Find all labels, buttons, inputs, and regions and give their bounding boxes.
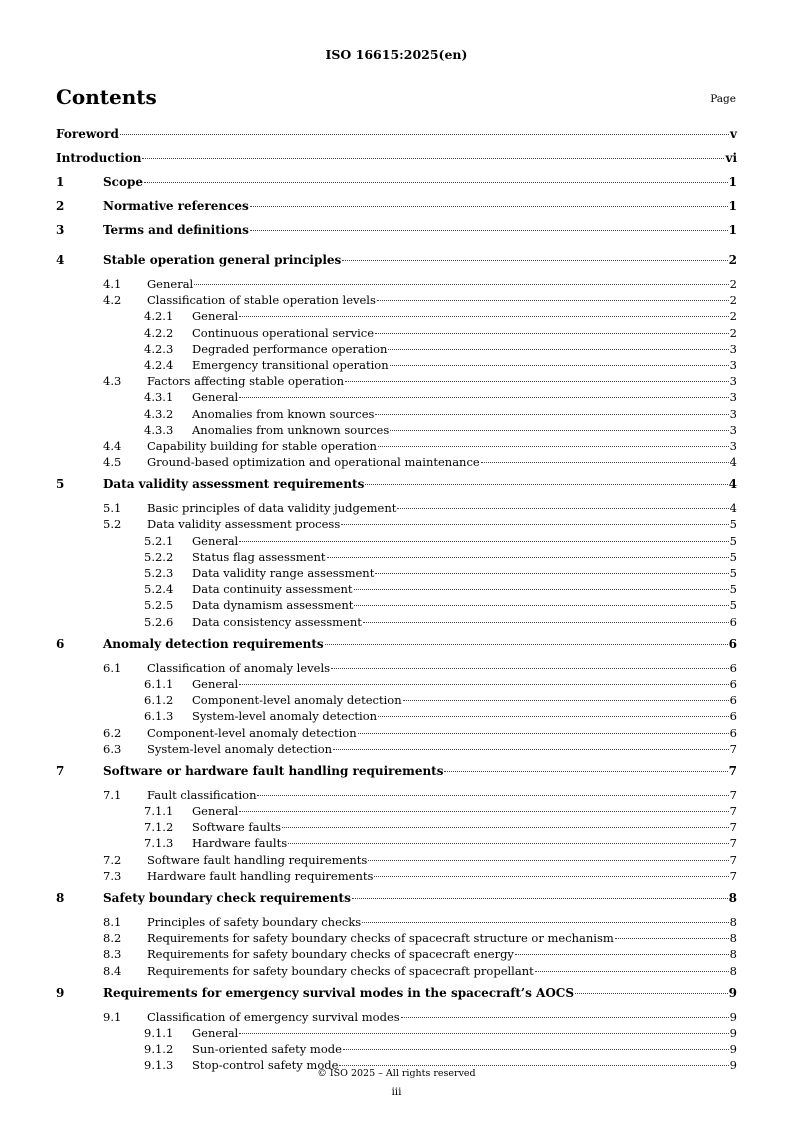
toc-entry[interactable] bbox=[56, 309, 737, 325]
toc-entry-number: 9.1.2 bbox=[144, 1042, 174, 1057]
toc-entry[interactable] bbox=[56, 742, 737, 758]
toc-dot-leader bbox=[375, 333, 729, 334]
toc-dot-leader bbox=[325, 644, 728, 645]
toc-dot-leader bbox=[144, 182, 728, 183]
toc-entry-title: Terms and definitions bbox=[103, 223, 249, 237]
toc-entry-title: Data validity assessment requirements bbox=[103, 477, 365, 492]
toc-entry[interactable] bbox=[56, 804, 737, 820]
toc-dot-leader bbox=[375, 414, 728, 415]
toc-entry-page: vi bbox=[725, 151, 737, 165]
toc-entry-page: 3 bbox=[729, 374, 737, 389]
toc-entry-page: 7 bbox=[729, 787, 737, 802]
toc-dot-leader bbox=[358, 733, 729, 734]
toc-dot-leader bbox=[401, 1017, 729, 1018]
toc-entry-number: 6.1.2 bbox=[144, 693, 174, 708]
toc-dot-leader bbox=[390, 365, 729, 366]
toc-entry-title: Classification of anomaly levels bbox=[147, 660, 331, 675]
toc-entry-number: 4.5 bbox=[103, 455, 122, 470]
toc-entry-title: Principles of safety boundary checks bbox=[147, 915, 362, 929]
toc-entry-title: Emergency transitional operation bbox=[192, 357, 389, 372]
toc-dot-leader bbox=[239, 1033, 728, 1034]
toc-entry-page: v bbox=[730, 127, 737, 141]
toc-entry[interactable] bbox=[56, 151, 737, 175]
toc-dot-leader bbox=[239, 316, 728, 317]
toc-entry[interactable] bbox=[56, 501, 737, 517]
toc-dot-leader bbox=[239, 541, 728, 542]
toc-dot-leader bbox=[362, 922, 728, 923]
toc-dot-leader bbox=[352, 898, 728, 899]
toc-dot-leader bbox=[239, 684, 728, 685]
toc-entry-number: 7.2 bbox=[103, 852, 122, 867]
toc-entry-number: 7.1 bbox=[103, 787, 122, 802]
toc-entry-number: 8.2 bbox=[103, 931, 122, 946]
toc-entry-title: Safety boundary check requirements bbox=[103, 891, 351, 905]
toc-entry-title: Classification of stable operation levels bbox=[147, 293, 376, 308]
toc-entry-title: System-level anomaly detection bbox=[147, 741, 333, 756]
toc-entry-page: 7 bbox=[729, 836, 737, 851]
toc-entry-number: 2 bbox=[56, 199, 65, 213]
toc-entry[interactable] bbox=[56, 986, 737, 1010]
toc-entry-page: 9 bbox=[729, 1025, 737, 1040]
table-of-contents bbox=[56, 127, 737, 1075]
toc-entry-page: 3 bbox=[729, 357, 737, 372]
toc-entry[interactable] bbox=[56, 223, 737, 247]
toc-entry-page: 2 bbox=[729, 293, 737, 308]
toc-entry-number: 1 bbox=[56, 175, 65, 189]
toc-entry-page: 7 bbox=[729, 852, 737, 867]
toc-entry-page: 8 bbox=[729, 931, 737, 946]
toc-entry[interactable] bbox=[56, 582, 737, 598]
toc-entry[interactable] bbox=[56, 661, 737, 677]
toc-entry[interactable] bbox=[56, 820, 737, 836]
toc-entry-title: Scope bbox=[103, 175, 144, 189]
toc-entry[interactable] bbox=[56, 293, 737, 309]
toc-dot-leader bbox=[388, 349, 728, 350]
toc-dot-leader bbox=[342, 260, 727, 261]
toc-entry-title: Component-level anomaly detection bbox=[147, 725, 357, 740]
toc-dot-leader bbox=[345, 381, 729, 382]
toc-entry-title: Factors affecting stable operation bbox=[147, 374, 345, 389]
toc-entry-page: 8 bbox=[728, 891, 737, 905]
toc-entry-number: 5.2.5 bbox=[144, 598, 174, 613]
contents-title: Contents bbox=[56, 85, 157, 109]
toc-entry[interactable] bbox=[56, 517, 737, 533]
toc-entry[interactable] bbox=[56, 423, 737, 439]
toc-entry-title: General bbox=[192, 533, 239, 548]
footer-copyright: © ISO 2025 – All rights reserved bbox=[317, 1068, 476, 1079]
toc-dot-leader bbox=[194, 284, 728, 285]
toc-entry-page: 3 bbox=[729, 341, 737, 356]
toc-dot-leader bbox=[368, 860, 728, 861]
toc-entry-title: Hardware fault handling requirements bbox=[147, 868, 374, 883]
toc-entry-title: Anomalies from unknown sources bbox=[192, 422, 390, 437]
toc-entry-title: Status flag assessment bbox=[192, 549, 326, 564]
toc-dot-leader bbox=[120, 134, 729, 135]
toc-entry-title: General bbox=[192, 309, 239, 324]
toc-dot-leader bbox=[481, 462, 729, 463]
toc-dot-leader bbox=[615, 938, 729, 939]
toc-entry-number: 4.2.4 bbox=[144, 357, 174, 372]
toc-entry-title: Capability building for stable operation bbox=[147, 438, 377, 453]
toc-entry[interactable] bbox=[56, 891, 737, 915]
toc-dot-leader bbox=[374, 876, 728, 877]
toc-dot-leader bbox=[327, 557, 729, 558]
toc-entry-title: Requirements for safety boundary checks of spacecraft structure or mechanism bbox=[147, 931, 614, 946]
toc-dot-leader bbox=[378, 716, 729, 717]
toc-entry-page: 8 bbox=[729, 947, 737, 962]
toc-entry-title: Software fault handling requirements bbox=[147, 852, 368, 867]
toc-dot-leader bbox=[535, 971, 729, 972]
toc-entry-title: Data validity range assessment bbox=[192, 566, 375, 580]
toc-entry[interactable] bbox=[56, 947, 737, 963]
toc-entry[interactable] bbox=[56, 836, 737, 852]
toc-entry-number: 9.1 bbox=[103, 1009, 122, 1024]
toc-entry[interactable] bbox=[56, 1010, 737, 1026]
toc-entry-page: 9 bbox=[729, 1009, 737, 1024]
toc-entry[interactable] bbox=[56, 358, 737, 374]
toc-entry-number: 8 bbox=[56, 891, 65, 905]
toc-entry-title: Anomaly detection requirements bbox=[103, 636, 324, 651]
toc-entry-number: 4 bbox=[56, 253, 65, 267]
toc-dot-leader bbox=[363, 622, 729, 623]
toc-entry-title: Software faults bbox=[192, 820, 282, 835]
toc-entry-number: 4.3.1 bbox=[144, 390, 174, 405]
toc-entry-page: 5 bbox=[729, 582, 737, 597]
toc-entry[interactable] bbox=[56, 534, 737, 550]
toc-entry-title: Basic principles of data validity judgement bbox=[147, 501, 397, 516]
toc-dot-leader bbox=[354, 589, 729, 590]
toc-entry-page: 3 bbox=[729, 422, 737, 437]
toc-entry[interactable] bbox=[56, 199, 737, 223]
toc-entry-page: 1 bbox=[728, 223, 737, 237]
toc-entry-title: Data consistency assessment bbox=[192, 614, 362, 629]
toc-entry-page: 1 bbox=[728, 199, 737, 213]
toc-entry-page: 6 bbox=[729, 660, 737, 675]
toc-entry[interactable] bbox=[56, 277, 737, 293]
toc-entry-number: 7 bbox=[56, 763, 65, 778]
toc-entry-page: 2 bbox=[729, 325, 737, 340]
toc-dot-leader bbox=[333, 749, 729, 750]
toc-entry-title: Hardware faults bbox=[192, 836, 288, 851]
toc-entry[interactable] bbox=[56, 853, 737, 869]
toc-entry-title: Sun-oriented safety mode bbox=[192, 1042, 342, 1057]
toc-entry-title: Software or hardware fault handling requirements bbox=[103, 763, 444, 778]
toc-entry-page: 9 bbox=[729, 1042, 737, 1057]
toc-entry-page: 6 bbox=[729, 614, 737, 629]
toc-entry-number: 6 bbox=[56, 636, 65, 651]
toc-entry-page: 3 bbox=[729, 390, 737, 405]
toc-entry-page: 6 bbox=[729, 725, 737, 740]
toc-entry[interactable] bbox=[56, 693, 737, 709]
toc-entry-page: 2 bbox=[729, 277, 737, 291]
toc-entry-title: Ground-based optimization and operational maintenance bbox=[147, 455, 480, 470]
toc-dot-leader bbox=[250, 230, 728, 231]
toc-entry[interactable] bbox=[56, 326, 737, 342]
toc-entry-number: 8.3 bbox=[103, 947, 122, 962]
toc-entry-page: 7 bbox=[728, 763, 737, 778]
toc-entry-page: 6 bbox=[729, 676, 737, 691]
toc-entry-number: 8.4 bbox=[103, 963, 122, 978]
toc-entry-title: Normative references bbox=[103, 199, 249, 213]
toc-entry-page: 3 bbox=[729, 406, 737, 421]
toc-entry[interactable] bbox=[56, 709, 737, 725]
toc-entry-number: 5.1 bbox=[103, 501, 122, 516]
toc-entry-title: General bbox=[192, 804, 239, 819]
toc-dot-leader bbox=[239, 811, 728, 812]
toc-dot-leader bbox=[390, 430, 728, 431]
toc-entry[interactable] bbox=[56, 764, 737, 788]
toc-entry-page: 8 bbox=[729, 963, 737, 978]
toc-entry-number: 6.2 bbox=[103, 725, 122, 740]
toc-entry-page: 5 bbox=[729, 566, 737, 580]
toc-entry[interactable] bbox=[56, 915, 737, 931]
toc-dot-leader bbox=[444, 771, 727, 772]
toc-entry[interactable] bbox=[56, 598, 737, 614]
toc-dot-leader bbox=[343, 1049, 729, 1050]
toc-entry-number: 6.3 bbox=[103, 741, 122, 756]
toc-dot-leader bbox=[515, 954, 729, 955]
toc-entry[interactable] bbox=[56, 407, 737, 423]
toc-entry[interactable] bbox=[56, 931, 737, 947]
toc-entry-title: Data continuity assessment bbox=[192, 582, 353, 597]
toc-entry-page: 6 bbox=[729, 709, 737, 724]
toc-entry-title: Introduction bbox=[56, 151, 142, 165]
toc-dot-leader bbox=[331, 668, 729, 669]
toc-entry-number: 9.1.1 bbox=[144, 1025, 174, 1040]
toc-dot-leader bbox=[239, 397, 728, 398]
toc-entry-number: 3 bbox=[56, 223, 65, 237]
toc-entry-title: Stop-control safety mode bbox=[192, 1058, 339, 1073]
toc-entry-page: 6 bbox=[728, 636, 737, 651]
toc-entry-title: System-level anomaly detection bbox=[192, 709, 378, 724]
toc-entry-title: Continuous operational service bbox=[192, 325, 375, 340]
toc-entry-page: 5 bbox=[729, 517, 737, 532]
toc-entry[interactable] bbox=[56, 477, 737, 501]
toc-entry-number: 5.2.1 bbox=[144, 533, 174, 548]
toc-entry-number: 5.2.3 bbox=[144, 566, 174, 580]
toc-entry-page: 7 bbox=[729, 804, 737, 819]
toc-entry-page: 2 bbox=[728, 253, 737, 267]
toc-entry-number: 9.1.3 bbox=[144, 1058, 174, 1073]
toc-entry[interactable] bbox=[56, 677, 737, 693]
toc-entry-title: Anomalies from known sources bbox=[192, 406, 375, 421]
toc-entry-page: 6 bbox=[729, 693, 737, 708]
toc-entry-number: 4.2.1 bbox=[144, 309, 174, 324]
toc-entry-page: 8 bbox=[729, 915, 737, 929]
toc-entry-title: Component-level anomaly detection bbox=[192, 693, 402, 708]
toc-entry-title: Data validity assessment process bbox=[147, 517, 341, 532]
toc-entry[interactable] bbox=[56, 1042, 737, 1058]
toc-entry-page: 2 bbox=[729, 309, 737, 324]
toc-dot-leader bbox=[257, 795, 728, 796]
toc-entry-page: 5 bbox=[729, 533, 737, 548]
page-column-label: Page bbox=[710, 93, 736, 105]
toc-entry-number: 9 bbox=[56, 985, 65, 1000]
toc-entry[interactable] bbox=[56, 439, 737, 455]
toc-entry[interactable] bbox=[56, 566, 737, 582]
toc-entry-title: Degraded performance operation bbox=[192, 341, 388, 356]
toc-entry-number: 4.2.3 bbox=[144, 341, 174, 356]
toc-entry-number: 5.2.4 bbox=[144, 582, 174, 597]
toc-entry-page: 7 bbox=[729, 820, 737, 835]
toc-entry-number: 4.2.2 bbox=[144, 325, 174, 340]
toc-entry-number: 5 bbox=[56, 477, 65, 492]
toc-entry-page: 3 bbox=[729, 438, 737, 453]
toc-entry-page: 9 bbox=[729, 1058, 737, 1073]
toc-entry-number: 7.3 bbox=[103, 868, 122, 883]
toc-entry-page: 4 bbox=[728, 477, 737, 492]
toc-entry-number: 8.1 bbox=[103, 915, 122, 929]
document-id: ISO 16615:2025(en) bbox=[325, 47, 468, 62]
toc-entry-page: 7 bbox=[729, 741, 737, 756]
toc-entry-page: 5 bbox=[729, 598, 737, 613]
toc-dot-leader bbox=[377, 300, 729, 301]
toc-entry-title: Requirements for safety boundary checks of spacecraft energy bbox=[147, 947, 514, 962]
toc-entry-page: 5 bbox=[729, 549, 737, 564]
toc-entry-page: 7 bbox=[729, 868, 737, 883]
toc-dot-leader bbox=[339, 1065, 728, 1066]
toc-entry[interactable] bbox=[56, 455, 737, 471]
toc-entry-page: 4 bbox=[729, 501, 737, 516]
toc-entry-number: 4.2 bbox=[103, 293, 122, 308]
toc-entry[interactable] bbox=[56, 964, 737, 980]
toc-dot-leader bbox=[354, 605, 728, 606]
toc-entry-number: 7.1.3 bbox=[144, 836, 174, 851]
toc-entry-number: 4.3.3 bbox=[144, 422, 174, 437]
toc-entry[interactable] bbox=[56, 374, 737, 390]
toc-dot-leader bbox=[575, 993, 728, 994]
toc-dot-leader bbox=[341, 524, 728, 525]
toc-entry-title: Stable operation general principles bbox=[103, 253, 342, 267]
toc-dot-leader bbox=[365, 484, 727, 485]
toc-entry[interactable] bbox=[56, 1026, 737, 1042]
toc-entry-number: 5.2.6 bbox=[144, 614, 174, 629]
toc-entry[interactable] bbox=[56, 726, 737, 742]
toc-dot-leader bbox=[288, 843, 729, 844]
toc-entry-number: 5.2 bbox=[103, 517, 122, 532]
toc-dot-leader bbox=[397, 508, 728, 509]
toc-entry[interactable] bbox=[56, 175, 737, 199]
toc-entry-number: 6.1.3 bbox=[144, 709, 174, 724]
toc-entry[interactable] bbox=[56, 788, 737, 804]
toc-entry-title: Foreword bbox=[56, 127, 119, 141]
toc-entry-title: Requirements for emergency survival modes in the spacecraft’s AOCS bbox=[103, 985, 575, 1000]
toc-entry[interactable] bbox=[56, 637, 737, 661]
toc-entry-number: 6.1.1 bbox=[144, 676, 174, 691]
toc-entry[interactable] bbox=[56, 127, 737, 151]
footer-page-number: iii bbox=[391, 1086, 402, 1098]
toc-dot-leader bbox=[142, 158, 724, 159]
toc-entry[interactable] bbox=[56, 342, 737, 358]
toc-entry-title: Data dynamism assessment bbox=[192, 598, 354, 613]
toc-entry-title: General bbox=[192, 1025, 239, 1040]
toc-entry-title: General bbox=[192, 676, 239, 691]
toc-dot-leader bbox=[378, 446, 729, 447]
toc-dot-leader bbox=[403, 700, 729, 701]
toc-entry-title: Requirements for safety boundary checks of spacecraft propellant bbox=[147, 963, 534, 978]
toc-entry-title: Fault classification bbox=[147, 787, 257, 802]
toc-entry-page: 4 bbox=[729, 455, 737, 470]
toc-entry-page: 1 bbox=[728, 175, 737, 189]
toc-entry-number: 4.3 bbox=[103, 374, 122, 389]
toc-entry-number: 4.3.2 bbox=[144, 406, 174, 421]
toc-entry[interactable] bbox=[56, 869, 737, 885]
toc-entry[interactable] bbox=[56, 550, 737, 566]
toc-entry[interactable] bbox=[56, 253, 737, 277]
toc-entry-number: 6.1 bbox=[103, 660, 122, 675]
toc-entry-title: General bbox=[192, 390, 239, 405]
toc-dot-leader bbox=[375, 573, 728, 574]
toc-entry[interactable] bbox=[56, 390, 737, 406]
toc-entry-number: 4.1 bbox=[103, 277, 122, 291]
toc-entry-number: 7.1.2 bbox=[144, 820, 174, 835]
toc-entry-number: 5.2.2 bbox=[144, 549, 174, 564]
toc-entry-title: Classification of emergency survival modes bbox=[147, 1009, 400, 1024]
toc-dot-leader bbox=[250, 206, 728, 207]
toc-entry-number: 4.4 bbox=[103, 438, 122, 453]
toc-dot-leader bbox=[282, 827, 729, 828]
toc-entry-title: General bbox=[147, 277, 194, 291]
toc-entry[interactable] bbox=[56, 615, 737, 631]
toc-entry-page: 9 bbox=[728, 985, 737, 1000]
toc-entry-number: 7.1.1 bbox=[144, 804, 174, 819]
